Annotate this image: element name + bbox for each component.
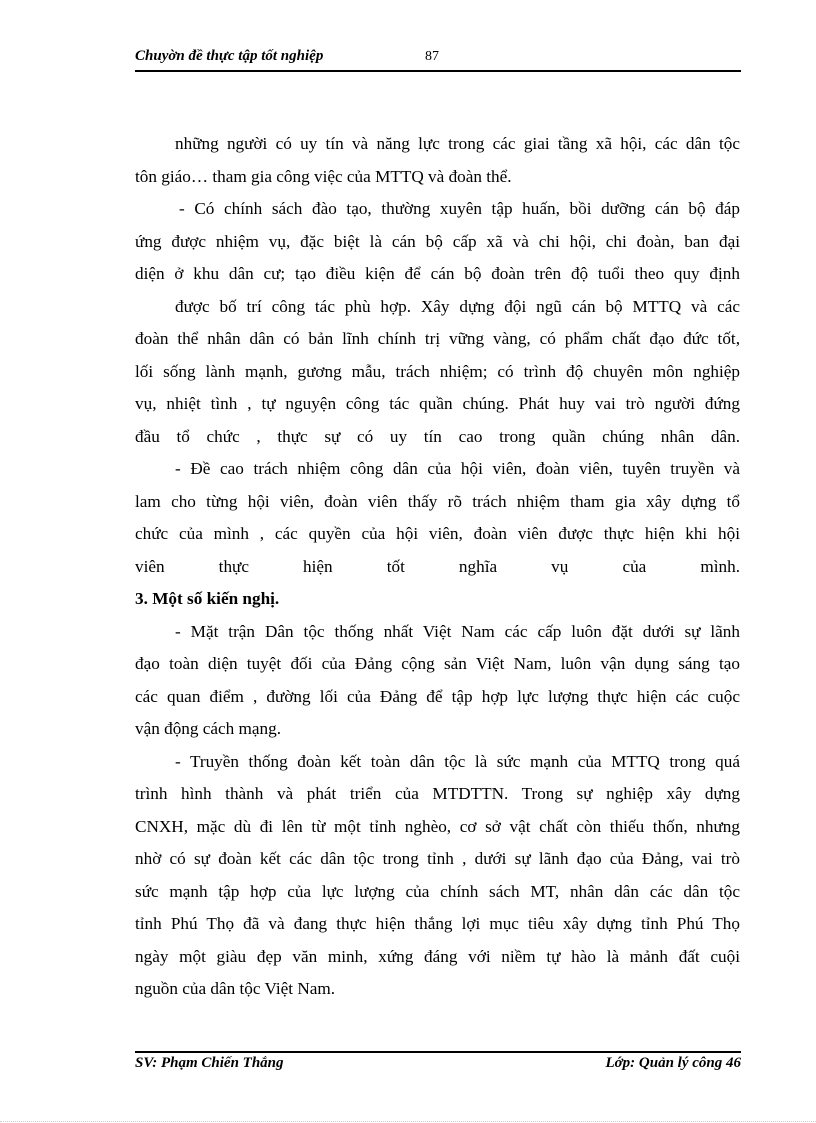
text-line: diện ở khu dân cư; tạo điều kiện để cán bộ đoàn trên độ tuổi theo quy định <box>135 264 740 283</box>
text-line: các quan điểm , đường lối của Đảng để tập hợp lực lượng thực hiện các cuộc <box>135 686 740 706</box>
text-line: lam cho từng hội viên, đoàn viên thấy rõ trách nhiệm tham gia xây dựng tổ <box>135 491 740 511</box>
page-edge-divider <box>0 1121 816 1122</box>
text-line: viên thực hiện tốt nghĩa vụ của mình. <box>135 556 740 576</box>
text-line: được bố trí công tác phù hợp. Xây dựng đội ngũ cán bộ MTTQ và các <box>175 296 740 316</box>
text-line: nhờ có sự đoàn kết các dân tộc trong tỉnh , dưới sự lãnh đạo của Đảng, vai trò <box>135 849 740 868</box>
text-line: những người có uy tín và năng lực trong các giai tầng xã hội, các dân tộc <box>175 134 740 153</box>
text-line: lối sống lành mạnh, gương mẫu, trách nhiệm; có trình độ chuyên môn nghiệp <box>135 361 740 381</box>
text-line: vụ, nhiệt tình , tự nguyện công tác quần chúng. Phát huy vai trò người đứng <box>135 394 740 413</box>
page-footer <box>135 1055 741 1077</box>
body-text <box>135 128 740 1006</box>
text-line: trình hình thành và phát triển của MTDTTN. Trong sự nghiệp xây dựng <box>135 784 740 803</box>
text-line: đạo toàn diện tuyệt đối của Đảng cộng sản Việt Nam, luôn vận dụng sáng tạo <box>135 654 740 673</box>
text-line: sức mạnh tập hợp của lực lượng của chính sách MT, nhân dân các dân tộc <box>135 881 740 901</box>
text-line: - Có chính sách đào tạo, thường xuyên tập huấn, bồi dưỡng cán bộ đáp <box>179 199 740 218</box>
header-rule <box>135 70 741 72</box>
page-number: 87 <box>425 49 439 64</box>
text-line: vận động cách mạng. <box>135 719 282 738</box>
text-line: - Đề cao trách nhiệm công dân của hội viên, đoàn viên, tuyên truyền và <box>175 459 740 478</box>
text-line: CNXH, mặc dù đi lên từ một tỉnh nghèo, cơ sở vật chất còn thiếu thốn, nhưng <box>135 816 740 836</box>
text-line: đầu tổ chức , thực sự có uy tín cao trong quần chúng nhân dân. <box>135 426 740 446</box>
page-header <box>135 48 741 70</box>
section-heading: 3. Một số kiến nghị. <box>135 589 280 608</box>
footer-class: Lớp: Quản lý công 46 <box>605 1055 741 1071</box>
text-line: chức của mình , các quyền của hội viên, đoàn viên được thực hiện khi hội <box>135 524 740 543</box>
text-line: tỉnh Phú Thọ đã và đang thực hiện thắng lợi mục tiêu xây dựng tỉnh Phú Thọ <box>135 914 740 933</box>
footer-student: SV: Phạm Chiến Thắng <box>135 1055 284 1071</box>
text-line: - Truyền thống đoàn kết toàn dân tộc là sức mạnh của MTTQ trong quá <box>175 751 740 771</box>
text-line: ứng được nhiệm vụ, đặc biệt là cán bộ cấp xã và chi hội, chi đoàn, ban đại <box>135 231 740 251</box>
text-line: tôn giáo… tham gia công việc của MTTQ và đoàn thể. <box>135 166 512 186</box>
footer-rule <box>135 1051 741 1053</box>
text-line: ngày một giàu đẹp văn minh, xứng đáng với niềm tự hào là mảnh đất cuội <box>135 946 740 966</box>
header-title: Chuyờn đề thực tập tốt nghiệp <box>135 48 324 64</box>
text-line: đoàn thể nhân dân có bản lĩnh chính trị vững vàng, có phẩm chất đạo đức tốt, <box>135 329 740 348</box>
text-line: - Mặt trận Dân tộc thống nhất Việt Nam các cấp luôn đặt dưới sự lãnh <box>175 621 740 641</box>
text-line: nguồn của dân tộc Việt Nam. <box>135 979 336 998</box>
